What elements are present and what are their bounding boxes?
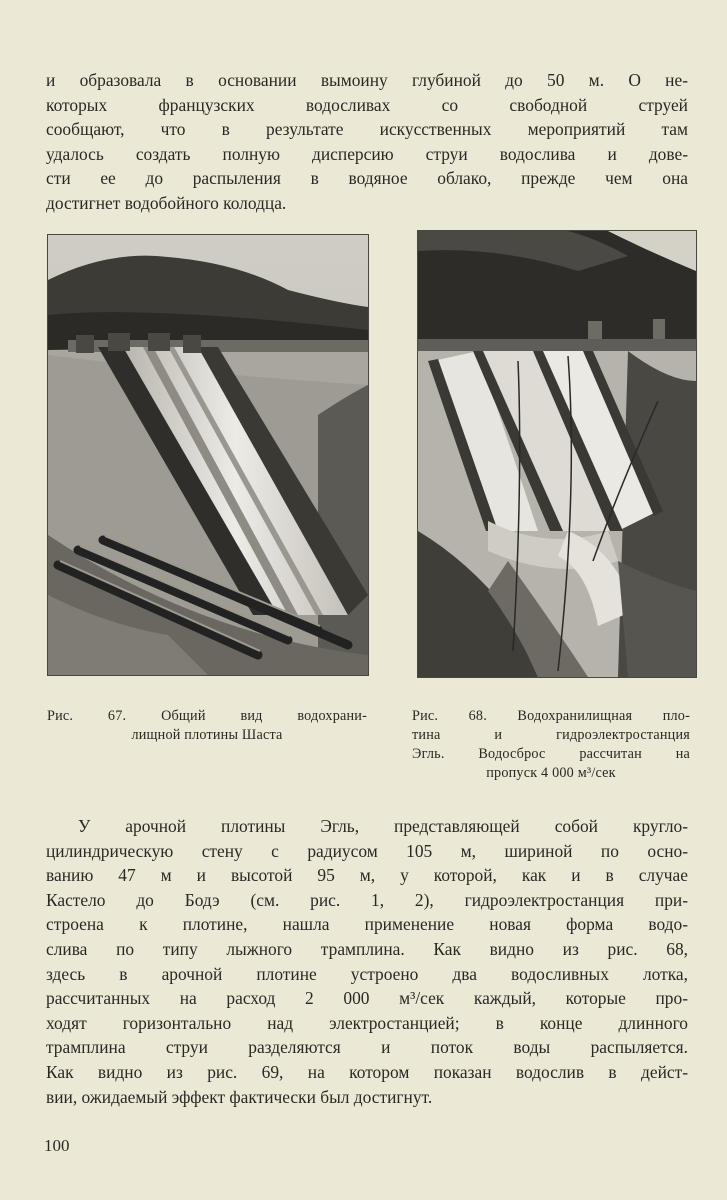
text-line: трамплина струи разделяются и поток воды распыляется. [46, 1037, 688, 1058]
text-line: Как видно из рис. 69, на котором показан водослив в дейст- [46, 1061, 688, 1082]
text-line: сти ее до распыления в водяное облако, прежде чем она [46, 168, 688, 189]
figure-67-caption [47, 707, 367, 745]
caption-line: тина и гидроэлектростанция [412, 727, 690, 743]
text-line: Кастело до Бодэ (см. рис. 1, 2), гидроэлектростанция при- [46, 889, 688, 910]
figure-68-caption [412, 707, 690, 783]
text-line: сообщают, что в результате искусственных мероприятий там [46, 119, 688, 140]
dam-spillway-photo-illustration [48, 235, 368, 675]
dam-ski-jump-spillway-illustration [418, 231, 696, 677]
figure-68-aigle-dam-photo [417, 230, 697, 678]
text-line: строена к плотине, нашла применение новая форма водо- [46, 914, 688, 935]
paragraph-top [46, 68, 688, 216]
text-line: рассчитанных на расход 2 000 м³/сек каждый, которые про- [46, 988, 688, 1009]
caption-line: Эгль. Водосброс рассчитан на [412, 746, 690, 762]
text-line: удалось создать полную дисперсию струи водослива и дове- [46, 143, 688, 164]
text-line: которых французских водосливах со свободной струей [46, 94, 688, 115]
text-line: ходят горизонтально над электростанцией; в конце длинного [46, 1012, 688, 1033]
text-line: цилиндрическую стену с радиусом 105 м, шириной по осно- [46, 840, 688, 861]
figure-67-shasta-dam-photo [47, 234, 369, 676]
text-line: здесь в арочной плотине устроено два водосливных лотка, [46, 963, 688, 984]
text-line: и образовала в основании вымоину глубиной до 50 м. О не- [46, 70, 688, 90]
text-line: достигнет водобойного колодца. [46, 192, 287, 213]
page-number: 100 [44, 1136, 70, 1155]
caption-line: лищной плотины Шаста [131, 727, 283, 743]
caption-line: Рис. 68. Водохранилищная пло- [412, 708, 690, 724]
text-line: ванию 47 м и высотой 95 м, у которой, как и в случае [46, 865, 688, 886]
paragraph-bottom [46, 814, 688, 1109]
caption-line: пропуск 4 000 м³/сек [486, 765, 616, 781]
text-line: У арочной плотины Эгль, представляющей собой кругло- [78, 816, 688, 836]
text-line: слива по типу лыжного трамплина. Как видно из рис. 68, [46, 938, 688, 959]
caption-line: Рис. 67. Общий вид водохрани- [47, 708, 367, 724]
text-line: вии, ожидаемый эффект фактически был достигнут. [46, 1086, 433, 1107]
